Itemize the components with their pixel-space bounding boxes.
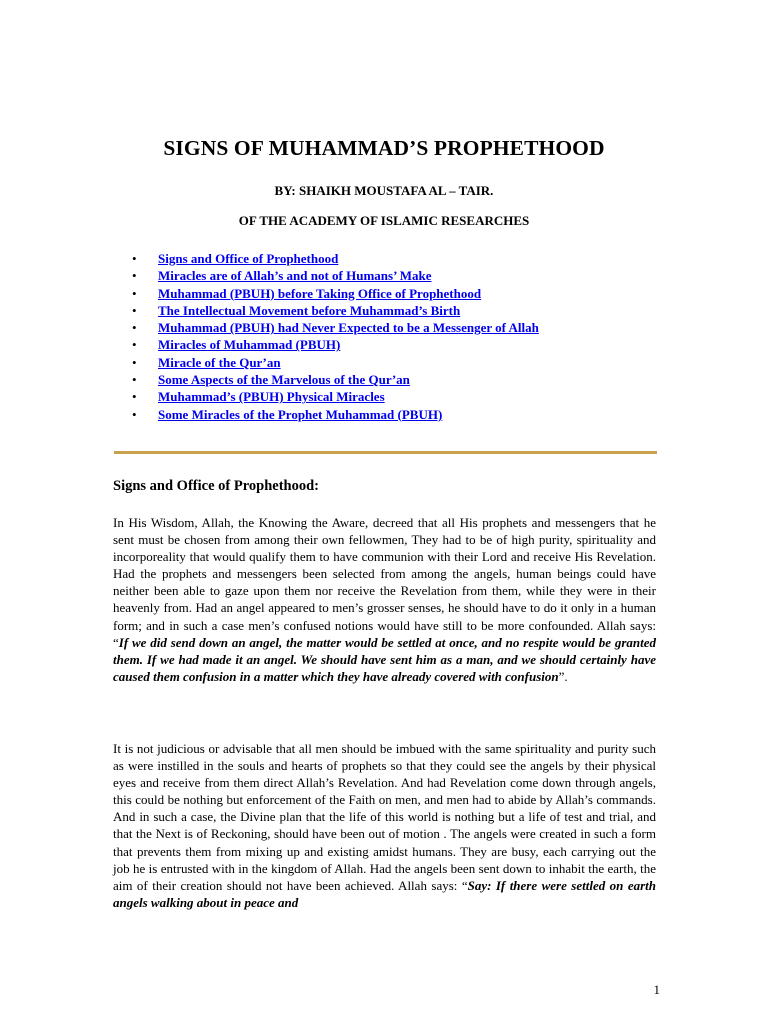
quranic-quote: If we did send down an angel, the matter would be settled at once, and no respite would be granted them. If we had made it an angel. We should have sent him as a man, and we should certainly have caused them confusion in a matter which they have already covered with confusion — [113, 634, 656, 684]
toc-link-physical-miracles[interactable]: Muhammad’s (PBUH) Physical Miracles — [158, 389, 385, 405]
paragraph-text: It is not judicious or advisable that all men should be imbued with the same spirituality and purity such as were instilled in the souls and hearts of prophets so that they could see the angels by their physical eyes and receive from them direct Allah’s Revelation. And had Revelation come down through angels, this could be nothing but enforcement of the Faith on men, and men had to abide by Allah’s commands. And in such a case, the Divine plan that the life of this world is nothing but a life of test and trial, and that the Next is of Reckoning, should have been out of motion . The angels were created in such a form that prevents them from mixing up and existing amidst humans. They are busy, each carrying out the job he is entrusted with in the kingdom of Allah. Had the angels been sent down to inhabit the earth, the aim of their creation should not have been achieved. Allah says: “ — [113, 741, 656, 893]
paragraph-text: In His Wisdom, Allah, the Knowing the Aware, decreed that all His prophets and messengers that he sent must be chosen from among their own fellowmen, They had to be of high purity, spirituality and incorporeality that would qualify them to have communion with their Lord and receive His Revelation. Had the prophets and messengers been selected from among the angels, human beings could have neither been able to gaze upon them nor receive the Revelation from them, while they were in their heavenly from. Had an angel appeared to men’s grosser senses, he should have to do it only in a human form; and in such a case men’s confused notions would have still to be more confounded. Allah says: “ — [113, 515, 656, 650]
toc-item — [118, 388, 539, 405]
bullet-icon: • — [132, 268, 137, 284]
toc-link-some-miracles[interactable]: Some Miracles of the Prophet Muhammad (PBUH) — [158, 406, 443, 422]
bullet-icon: • — [132, 337, 137, 353]
toc-item — [118, 267, 539, 284]
bullet-icon: • — [132, 354, 137, 370]
section-divider — [114, 451, 657, 454]
toc-item — [118, 302, 539, 319]
toc-item — [118, 319, 539, 336]
section-heading: Signs and Office of Prophethood: — [113, 478, 319, 494]
body-paragraph — [113, 514, 656, 685]
toc-link-marvelous-quran[interactable]: Some Aspects of the Marvelous of the Qur’an — [158, 372, 410, 388]
quote-close: ”. — [558, 668, 568, 684]
toc-item — [118, 285, 539, 302]
body-paragraph — [113, 740, 656, 911]
bullet-icon: • — [132, 406, 137, 422]
table-of-contents — [118, 250, 539, 423]
author-byline: BY: SHAIKH MOUSTAFA AL – TAIR. — [274, 183, 494, 198]
bullet-icon: • — [132, 251, 137, 266]
toc-item — [118, 406, 539, 423]
toc-item — [118, 354, 539, 371]
toc-link-miracles-of-allah[interactable]: Miracles are of Allah’s and not of Humans’ Make — [158, 268, 432, 284]
toc-item — [118, 371, 539, 388]
bullet-icon: • — [132, 389, 137, 405]
toc-item — [118, 336, 539, 353]
quranic-quote: Say: If there were settled on earth angels walking about in peace and — [113, 877, 656, 910]
page-number: 1 — [653, 982, 660, 997]
toc-link-before-office[interactable]: Muhammad (PBUH) before Taking Office of Prophethood — [158, 285, 482, 301]
toc-item — [118, 250, 539, 267]
bullet-icon: • — [132, 285, 137, 301]
toc-link-never-expected[interactable]: Muhammad (PBUH) had Never Expected to be a Messenger of Allah — [158, 320, 539, 336]
toc-link-intellectual-movement[interactable]: The Intellectual Movement before Muhammad’s Birth — [158, 302, 461, 318]
toc-link-miracle-of-quran[interactable]: Miracle of the Qur’an — [158, 354, 281, 370]
bullet-icon: • — [132, 320, 137, 336]
document-title: SIGNS OF MUHAMMAD’S PROPHETHOOD — [163, 136, 605, 160]
bullet-icon: • — [132, 302, 137, 318]
toc-link-signs-and-office[interactable]: Signs and Office of Prophethood — [158, 251, 339, 266]
bullet-icon: • — [132, 372, 137, 388]
toc-link-miracles-of-muhammad[interactable]: Miracles of Muhammad (PBUH) — [158, 337, 341, 353]
author-affiliation: OF THE ACADEMY OF ISLAMIC RESEARCHES — [238, 213, 530, 228]
